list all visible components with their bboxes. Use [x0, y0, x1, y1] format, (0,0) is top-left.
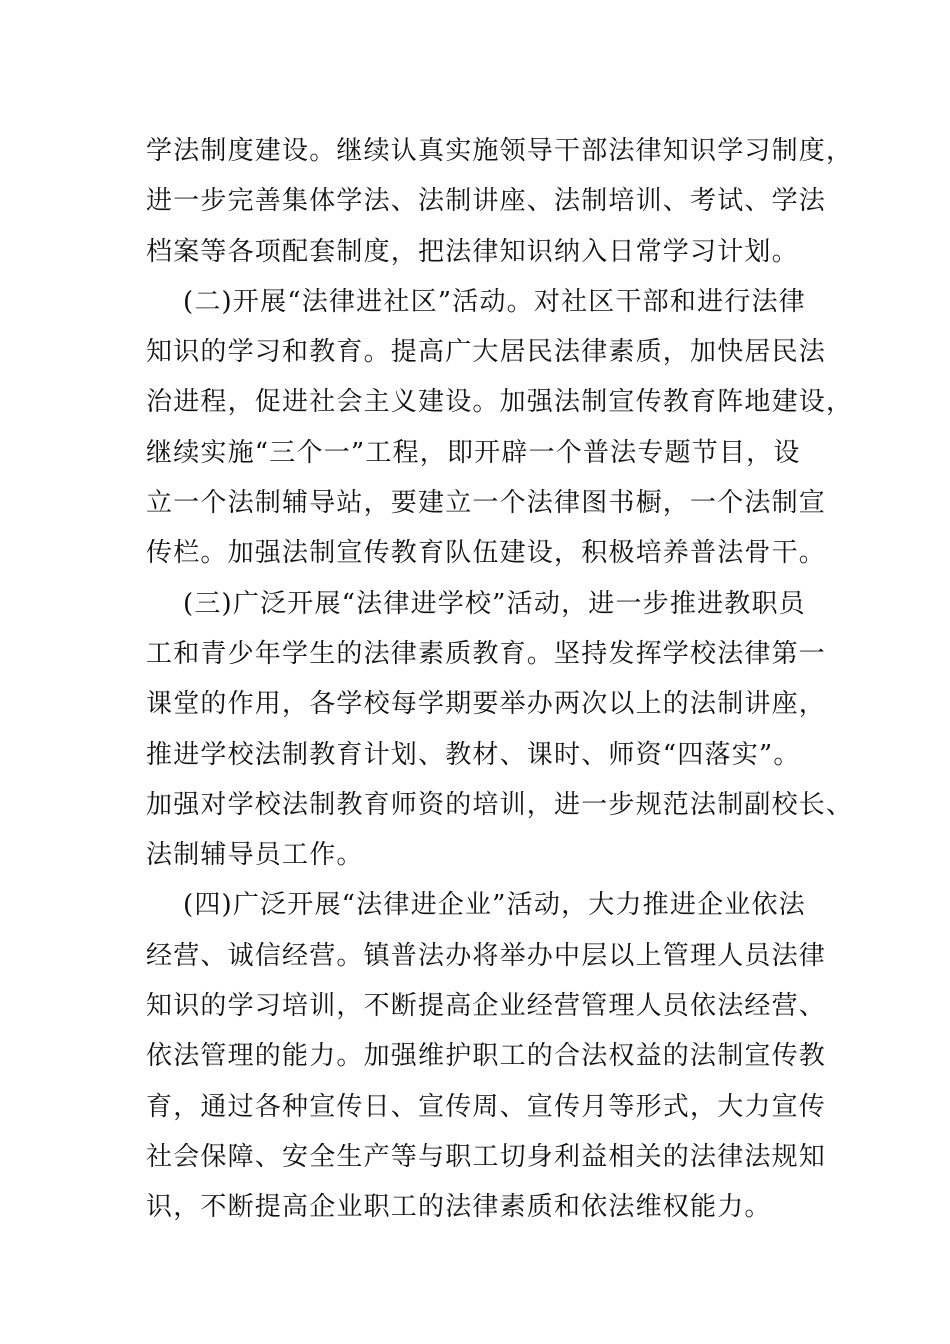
- paragraph-law-into-school: [146, 579, 854, 881]
- text-line: 知识的学习培训，不断提高企业经营管理人员依法经营、: [146, 991, 827, 1022]
- text-line: 经营、诚信经营。镇普法办将举办中层以上管理人员法律: [146, 940, 827, 971]
- text-line: 立一个法制辅导站，要建立一个法律图书橱，一个法制宣: [146, 488, 827, 519]
- paragraph-study-system: [146, 126, 854, 277]
- text-line: 加强对学校法制教育师资的培训，进一步规范法制副校长、: [146, 789, 854, 820]
- text-line: 进一步完善集体学法、法制讲座、法制培训、考试、学法: [146, 186, 827, 217]
- text-line: (三)广泛开展“法律进学校”活动，进一步推进教职员: [183, 588, 806, 619]
- text-line: 知识的学习和教育。提高广大居民法律素质，加快居民法: [146, 337, 827, 368]
- text-line: 社会保障、安全生产等与职工切身利益相关的法律法规知: [146, 1141, 827, 1172]
- text-line: 档案等各项配套制度，把法律知识纳入日常学习计划。: [146, 236, 799, 267]
- document-body: [146, 126, 854, 1233]
- text-line: 识，不断提高企业职工的法律素质和依法维权能力。: [146, 1192, 772, 1223]
- text-line: 治进程，促进社会主义建设。加强法制宣传教育阵地建设，: [146, 387, 854, 418]
- text-line: 法制辅导员工作。: [146, 840, 364, 871]
- text-line: 继续实施“三个一”工程，即开辟一个普法专题节目，设: [146, 437, 801, 468]
- text-line: 推进学校法制教育计划、教材、课时、师资“四落实”。: [146, 739, 801, 770]
- paragraph-law-into-enterprise: [146, 880, 827, 1232]
- text-line: (四)广泛开展“法律进企业”活动，大力推进企业依法: [183, 890, 806, 921]
- text-line: 依法管理的能力。加强维护职工的合法权益的法制宣传教: [146, 1041, 827, 1072]
- text-line: 工和青少年学生的法律素质教育。坚持发挥学校法律第一: [146, 638, 827, 669]
- text-line: 育，通过各种宣传日、宣传周、宣传月等形式，大力宣传: [146, 1091, 827, 1122]
- paragraph-law-into-community: [146, 277, 854, 579]
- text-line: 传栏。加强法制宣传教育队伍建设，积极培养普法骨干。: [146, 538, 827, 569]
- text-line: 学法制度建设。继续认真实施领导干部法律知识学习制度，: [146, 136, 854, 166]
- text-line: 课堂的作用，各学校每学期要举办两次以上的法制讲座，: [146, 689, 827, 720]
- text-line: (二)开展“法律进社区”活动。对社区干部和进行法律: [183, 286, 806, 317]
